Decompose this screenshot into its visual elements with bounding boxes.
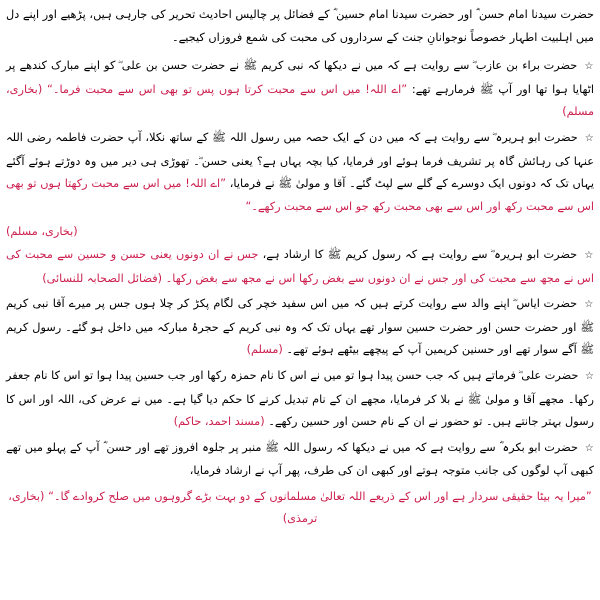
star-icon: ☆ xyxy=(584,61,594,73)
hadith-reference: (مسلم) xyxy=(246,343,283,357)
hadith-text: حضرت ابو بکرہ ؓ سے روایت ہے کہ میں نے دیکھا کہ رسول اللہ ﷺ منبر پر جلوہ افروز تھے اور حسن ؓ آپ کے پہلو میں تھے کبھی آپ لوگوں کی جانب متوجہ ہوتے اور کبھی ان کی طرف، پھر آپ نے ارشاد فرمایا، xyxy=(6,440,594,478)
hadith-text: حضرت ایاس ؓ اپنے والد سے روایت کرتے ہیں کہ میں اس سفید خچر کی لگام پکڑ کر چلا ہوں جس پر میرے آقا نبی کریم ﷺ اور حضرت حسن اور حضرت حسین سوار تھے یہاں تک کہ وہ نبی کریم کے حجرۂ مبارکہ میں داخل ہو گئے۔ رسول کریم ﷺ آگے سوار تھے اور حسنین کریمین آپ کے پیچھے بیٹھے ہوئے تھے۔ xyxy=(6,297,594,357)
hadith-reference: (بخاری، مسلم) xyxy=(6,225,78,239)
hadith-reference: (بخاری، مسلم) xyxy=(6,82,594,119)
hadith-quote: ”اے اللہ! میں اس سے محبت کرتا ہوں پس تو بھی اس سے محبت فرما۔“ xyxy=(46,82,408,96)
hadith-6 xyxy=(6,437,594,483)
star-icon: ☆ xyxy=(584,299,595,311)
star-icon: ☆ xyxy=(585,370,595,382)
star-icon: ☆ xyxy=(584,132,595,144)
hadith-2-reference-line xyxy=(6,221,594,244)
hadith-text: حضرت علی ؓ فرماتے ہیں کہ جب حسن پیدا ہوا تو میں نے اس کا نام حمزہ رکھا اور جب حسین پیدا ہوا تو اس کا نام جعفر رکھا۔ مجھے آقا و مولیٰ ﷺ نے بلا کر فرمایا، مجھے ان کے نام تبدیل کرنے کا حکم دیا گیا ہے۔ میں نے عرض کی، اللہ اور اس کا رسول بہتر جانتے ہیں۔ تو حضور نے ان کے نام حسن اور حسین رکھے۔ xyxy=(6,368,594,429)
star-icon: ☆ xyxy=(584,442,595,454)
hadith-2 xyxy=(6,127,594,218)
hadith-text: حضرت براء بن عازب ؓ سے روایت ہے کہ میں نے دیکھا کہ نبی کریم ﷺ نے حضرت حسن بن علی ؓ کو اپنے مبارک کندھے پر اٹھایا ہوا تھا اور آپ ﷺ فرمارہے تھے: xyxy=(6,59,594,96)
hadith-reference: (فضائل الصحابہ للنسائی) xyxy=(42,271,163,285)
hadith-reference: (بخاری، ترمذی) xyxy=(8,489,318,526)
hadith-reference: (مسند احمد، حاکم) xyxy=(173,415,265,429)
hadith-text: حضرت ابو ہریرہ ؓ سے روایت ہے کہ رسول کریم ﷺ کا ارشاد ہے، xyxy=(262,247,578,261)
hadith-6-quote-line xyxy=(6,486,594,531)
hadith-1 xyxy=(6,55,594,124)
hadith-quote: ”اے اللہ! میں اس سے محبت رکھتا ہوں تو بھی اس سے محبت رکھ اور اس سے بھی محبت رکھ جو اس سے محبت رکھے۔“ xyxy=(6,177,594,213)
hadith-4 xyxy=(6,293,594,362)
hadith-quote: جس نے ان دونوں یعنی حسن و حسین سے محبت کی اس نے مجھ سے محبت کی اور جس نے ان دونوں سے بغض رکھا اس نے مجھ سے بغض رکھا۔ xyxy=(6,247,594,285)
hadith-5 xyxy=(6,365,594,434)
intro-paragraph: حضرت سیدنا امام حسن ؓ اور حضرت سیدنا امام حسین ؓ کے فضائل پر چالیس احادیث تحریر کی جارہی ہیں، پڑھیے اور اپنے دل میں اہلبیت اطہار خصوصاً نوجوانانِ جنت کے سرداروں کی محبت کی شمع فروزاں کیجیے۔ xyxy=(6,8,594,44)
hadith-3 xyxy=(6,244,594,290)
hadith-text: حضرت ابو ہریرہ ؓ سے روایت ہے کہ میں دن کے ایک حصہ میں رسول اللہ ﷺ کے ساتھ نکلا، آپ حضرت فاطمہ رضی اللہ عنہا کی رہائش گاہ پر تشریف فرما ہوئے اور فرمایا، کیا بچہ یہاں ہے؟ یعنی حسن ؓ۔ تھوڑی ہی دیر میں وہ دوڑتے ہوئے آگئے یہاں تک کہ دونوں ایک دوسرے کے گلے سے لپٹ گئے۔ آقا و مولیٰ ﷺ نے فرمایا، xyxy=(6,130,594,191)
hadith-quote: ”میرا یہ بیٹا حقیقی سردار ہے اور اس کے ذریعے اللہ تعالیٰ مسلمانوں کے دو بہت بڑے گروہوں میں صلح کروادے گا۔“ xyxy=(48,489,592,503)
star-icon: ☆ xyxy=(584,249,595,261)
